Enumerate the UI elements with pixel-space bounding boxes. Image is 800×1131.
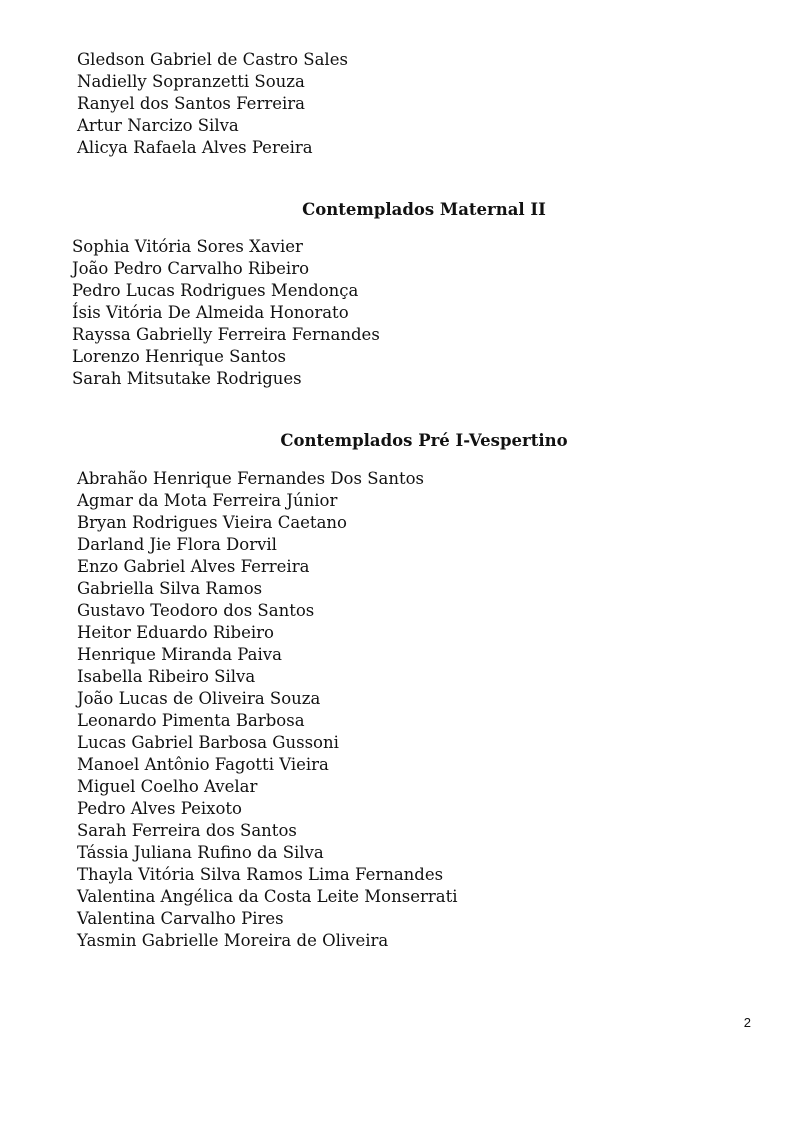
name-list-maternal-ii	[72, 236, 380, 390]
list-item-name: Heitor Eduardo Ribeiro	[77, 623, 274, 642]
list-item-name: Thayla Vitória Silva Ramos Lima Fernandes	[77, 865, 444, 884]
list-item-name: Yasmin Gabrielle Moreira de Oliveira	[77, 931, 389, 950]
list-item-name: Leonardo Pimenta Barbosa	[77, 711, 305, 730]
list-item-name: Henrique Miranda Paiva	[77, 645, 282, 664]
section-heading-pre-i-vespertino: Contemplados Pré I-Vespertino	[280, 431, 568, 450]
list-item-name: Gabriella Silva Ramos	[77, 579, 263, 598]
name-list-previous-class	[77, 49, 348, 159]
list-item-name: Sophia Vitória Sores Xavier	[72, 237, 303, 256]
list-item-name: Abrahão Henrique Fernandes Dos Santos	[77, 469, 424, 488]
list-item-name: Valentina Angélica da Costa Leite Monserrati	[77, 887, 458, 906]
list-item-name: Ísis Vitória De Almeida Honorato	[72, 303, 349, 322]
list-item-name: Darland Jie Flora Dorvil	[77, 535, 277, 554]
list-item-name: Agmar da Mota Ferreira Júnior	[77, 491, 338, 510]
list-item-name: João Pedro Carvalho Ribeiro	[72, 259, 310, 278]
list-item-name: Sarah Mitsutake Rodrigues	[72, 369, 302, 388]
list-item-name: Rayssa Gabrielly Ferreira Fernandes	[72, 325, 380, 344]
list-item-name: Ranyel dos Santos Ferreira	[77, 94, 305, 113]
list-item-name: Gledson Gabriel de Castro Sales	[77, 50, 348, 69]
list-item-name: Miguel Coelho Avelar	[77, 777, 258, 796]
list-item-name: Pedro Lucas Rodrigues Mendonça	[72, 281, 359, 300]
list-item-name: Tássia Juliana Rufino da Silva	[77, 843, 324, 862]
section-heading-maternal-ii: Contemplados Maternal II	[302, 200, 546, 219]
list-item-name: Bryan Rodrigues Vieira Caetano	[77, 513, 347, 532]
list-item-name: Alicya Rafaela Alves Pereira	[77, 138, 313, 157]
page-number: 2	[743, 1015, 751, 1030]
list-item-name: Lorenzo Henrique Santos	[72, 347, 286, 366]
list-item-name: Nadielly Sopranzetti Souza	[77, 72, 305, 91]
list-item-name: João Lucas de Oliveira Souza	[77, 689, 321, 708]
list-item-name: Pedro Alves Peixoto	[77, 799, 242, 818]
list-item-name: Sarah Ferreira dos Santos	[77, 821, 297, 840]
list-item-name: Gustavo Teodoro dos Santos	[77, 601, 315, 620]
list-item-name: Enzo Gabriel Alves Ferreira	[77, 557, 310, 576]
list-item-name: Artur Narcizo Silva	[77, 116, 239, 135]
list-item-name: Isabella Ribeiro Silva	[77, 667, 256, 686]
list-item-name: Lucas Gabriel Barbosa Gussoni	[77, 733, 339, 752]
name-list-pre-i-vespertino	[77, 468, 458, 952]
list-item-name: Manoel Antônio Fagotti Vieira	[77, 755, 329, 774]
list-item-name: Valentina Carvalho Pires	[77, 909, 284, 928]
